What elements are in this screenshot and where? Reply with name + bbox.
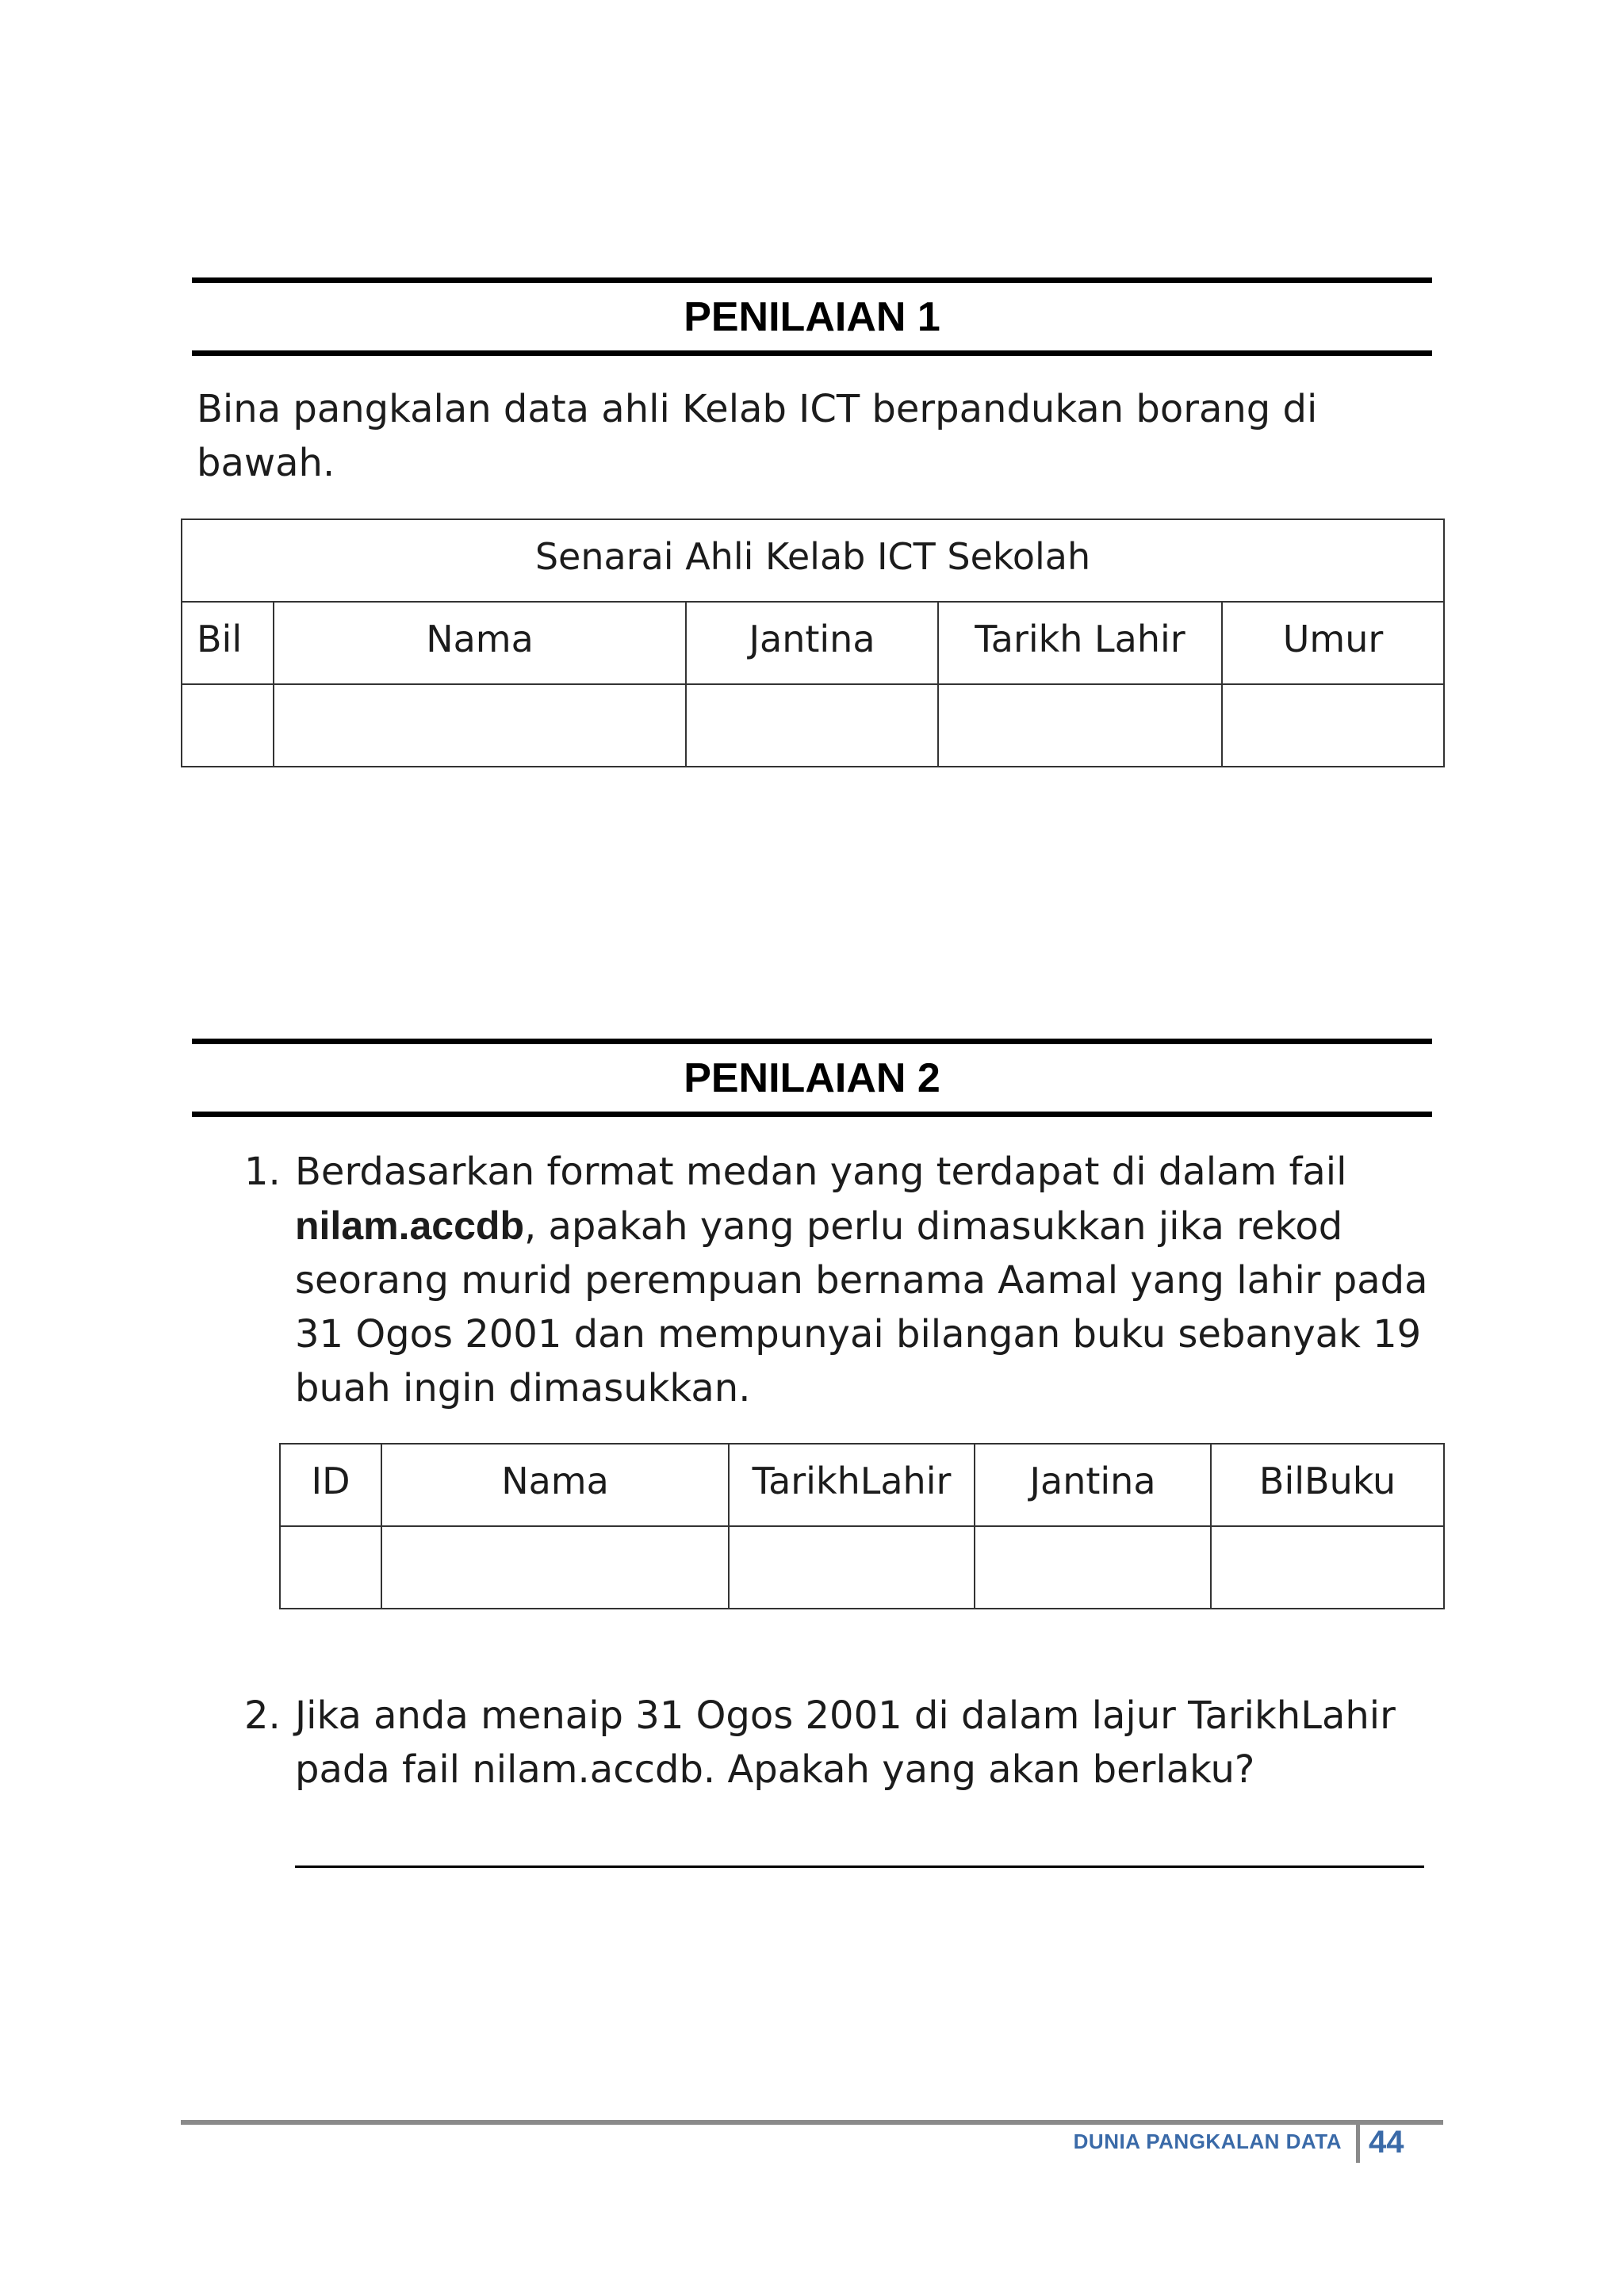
section1-instruction: Bina pangkalan data ahli Kelab ICT berpandukan borang di bawah.: [197, 387, 1318, 485]
member-cell-bil[interactable]: [182, 684, 274, 767]
member-cell-jantina[interactable]: [686, 684, 938, 767]
question1-number: 1.: [244, 1150, 281, 1194]
section2-title: PENILAIAN 2: [684, 1055, 940, 1101]
footer-divider: [1356, 2125, 1360, 2163]
nilam-header-id: ID: [280, 1444, 381, 1526]
question2-text: Jika anda menaip 31 Ogos 2001 di dalam lajur TarikhLahir pada fail nilam.accdb. Apakah yang akan berlaku?: [295, 1693, 1396, 1792]
member-cell-nama[interactable]: [274, 684, 686, 767]
question2-number: 2.: [244, 1693, 281, 1738]
section2-top-rule: [192, 1039, 1432, 1044]
member-table-caption: Senarai Ahli Kelab ICT Sekolah: [182, 519, 1444, 602]
section1-top-rule: [192, 277, 1432, 283]
nilam-header-nama: Nama: [381, 1444, 729, 1526]
nilam-cell-bilbuku[interactable]: [1211, 1526, 1444, 1609]
question1-text: Berdasarkan format medan yang terdapat di dalam fail nilam.accdb, apakah yang perlu dimasukkan jika rekod seorang murid perempuan bernama Aamal yang lahir pada 31 Ogos 2001 dan mempunyai bilangan buku sebanyak 19 buah ingin dimasukkan.: [295, 1150, 1428, 1410]
member-cell-tarikh-lahir[interactable]: [938, 684, 1222, 767]
member-header-tarikh-lahir: Tarikh Lahir: [938, 602, 1222, 684]
nilam-cell-nama[interactable]: [381, 1526, 729, 1609]
table-row: [280, 1526, 1444, 1609]
section2-bottom-rule: [192, 1112, 1432, 1117]
page-number: 44: [1369, 2125, 1404, 2160]
member-header-nama: Nama: [274, 602, 686, 684]
section1-title: PENILAIAN 1: [684, 294, 940, 340]
section1-bottom-rule: [192, 350, 1432, 356]
question2-answer-line[interactable]: [295, 1866, 1424, 1868]
question1-filename: nilam.accdb: [295, 1203, 524, 1248]
nilam-header-tarikhlahir: TarikhLahir: [729, 1444, 975, 1526]
footer-rule: [181, 2120, 1443, 2125]
member-list-table: [181, 519, 1445, 767]
table-row: [182, 684, 1444, 767]
footer-book-title: DUNIA PANGKALAN DATA: [1073, 2130, 1342, 2153]
nilam-record-table: [279, 1443, 1445, 1609]
nilam-header-bilbuku: BilBuku: [1211, 1444, 1444, 1526]
nilam-cell-tarikhlahir[interactable]: [729, 1526, 975, 1609]
member-header-jantina: Jantina: [686, 602, 938, 684]
member-header-bil: Bil: [182, 602, 274, 684]
nilam-cell-id[interactable]: [280, 1526, 381, 1609]
nilam-cell-jantina[interactable]: [975, 1526, 1211, 1609]
member-cell-umur[interactable]: [1222, 684, 1444, 767]
member-header-umur: Umur: [1222, 602, 1444, 684]
nilam-header-jantina: Jantina: [975, 1444, 1211, 1526]
